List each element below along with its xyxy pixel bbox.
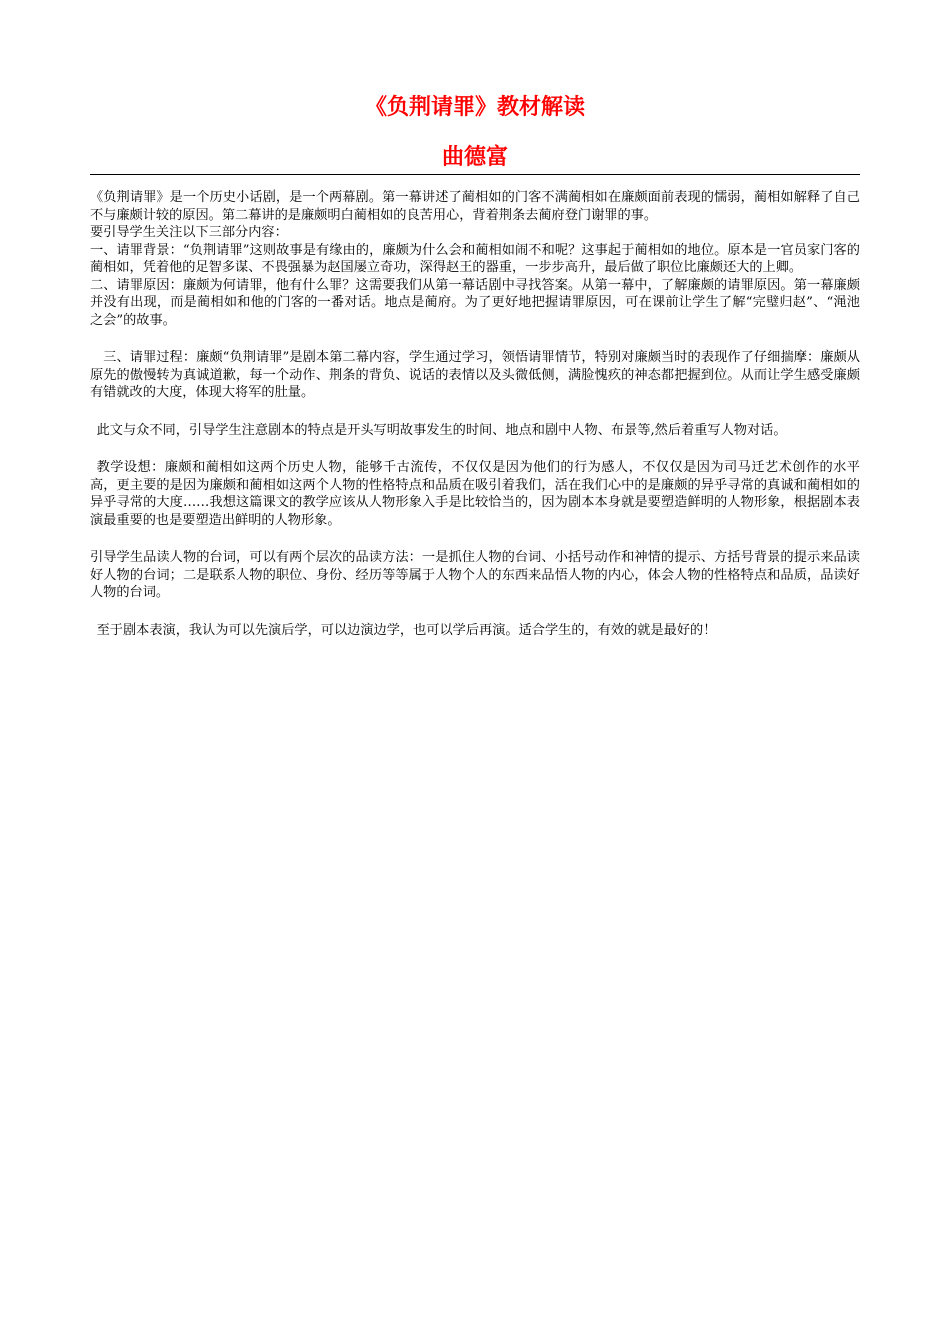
paragraph-background: 一、请罪背景：“负荆请罪”这则故事是有缘由的，廉颇为什么会和蔺相如闹不和呢？这事起于蔺相如的地位。原本是一官员家门客的蔺相如，凭着他的足智多谋、不畏强暴为赵国屡立奇功，深得赵王的器重，一步步高升，最后做了职位比廉颇还大的上卿。 (90, 242, 860, 275)
paragraph-gap (90, 329, 860, 349)
header-divider (90, 174, 860, 175)
paragraph-gap (90, 529, 860, 549)
paragraph-gap (90, 402, 860, 422)
paragraph-reading-method: 引导学生品读人物的台词，可以有两个层次的品读方法：一是抓住人物的台词、小括号动作和神情的提示、方括号背景的提示来品读好人物的台词；二是联系人物的职位、身份、经历等等属于人物个人的东西来品悟人物的内心，体会人物的性格特点和品质，品读好人物的台词。 (90, 550, 860, 600)
paragraph-features: 此文与众不同，引导学生注意剧本的特点是开头写明故事发生的时间、地点和剧中人物、布景等,然后着重写人物对话。 (96, 422, 787, 438)
paragraph-conclusion: 至于剧本表演，我认为可以先演后学，可以边演边学，也可以学后再演。适合学生的，有效的就是最好的！ (96, 622, 717, 638)
document-page (90, 0, 860, 639)
paragraph-teaching-idea: 教学设想：廉颇和蔺相如这两个历史人物，能够千古流传，不仅仅是因为他们的行为感人，不仅仅是因为司马迁艺术创作的水平高，更主要的是因为廉颇和蔺相如这两个人物的性格特点和品质在吸引着我们，活在我们心中的是廉颇的异乎寻常的真诚和蔺相如的异乎寻常的大度……我想这篇课文的教学应该从人物形象入手是比较恰当的，因为剧本本身就是要塑造鲜明的人物形象，根据剧本表演最重要的也是要塑造出鲜明的人物形象。 (90, 460, 860, 528)
author-name: 曲德富 (441, 145, 508, 170)
paragraph-process: 三、请罪过程：廉颇“负荆请罪”是剧本第二幕内容，学生通过学习，领悟请罪情节，特别对廉颇当时的表现作了仔细揣摩：廉颇从原先的傲慢转为真诚道歉，每一个动作、荆条的背负、说话的表情以及头微低侧，满脸愧疚的神态都把握到位。从而让学生感受廉颇有错就改的大度，体现大将军的肚量。 (90, 350, 860, 400)
document-body (90, 189, 860, 639)
paragraph-intro: 《负荆请罪》是一个历史小话剧，是一个两幕剧。第一幕讲述了蔺相如的门客不满蔺相如在廉颇面前表现的懦弱，蔺相如解释了自己不与廉颇计较的原因。第二幕讲的是廉颇明白蔺相如的良苦用心，背着荆条去蔺府登门谢罪的事。 (90, 190, 860, 223)
document-title: 《负荆请罪》教材解读 (364, 95, 585, 120)
paragraph-gap (90, 439, 860, 459)
paragraph-focus: 要引导学生关注以下三部分内容： (90, 225, 288, 240)
paragraph-reason: 二、请罪原因：廉颇为何请罪，他有什么罪？这需要我们从第一幕话剧中寻找答案。从第一幕中，了解廉颇的请罪原因。第一幕廉颇并没有出现，而是蔺相如和他的门客的一番对话。地点是蔺府。为了更好地把握请罪原因，可在课前让学生了解“完璧归赵”、“渑池之会”的故事。 (90, 277, 860, 328)
paragraph-gap (90, 602, 860, 622)
